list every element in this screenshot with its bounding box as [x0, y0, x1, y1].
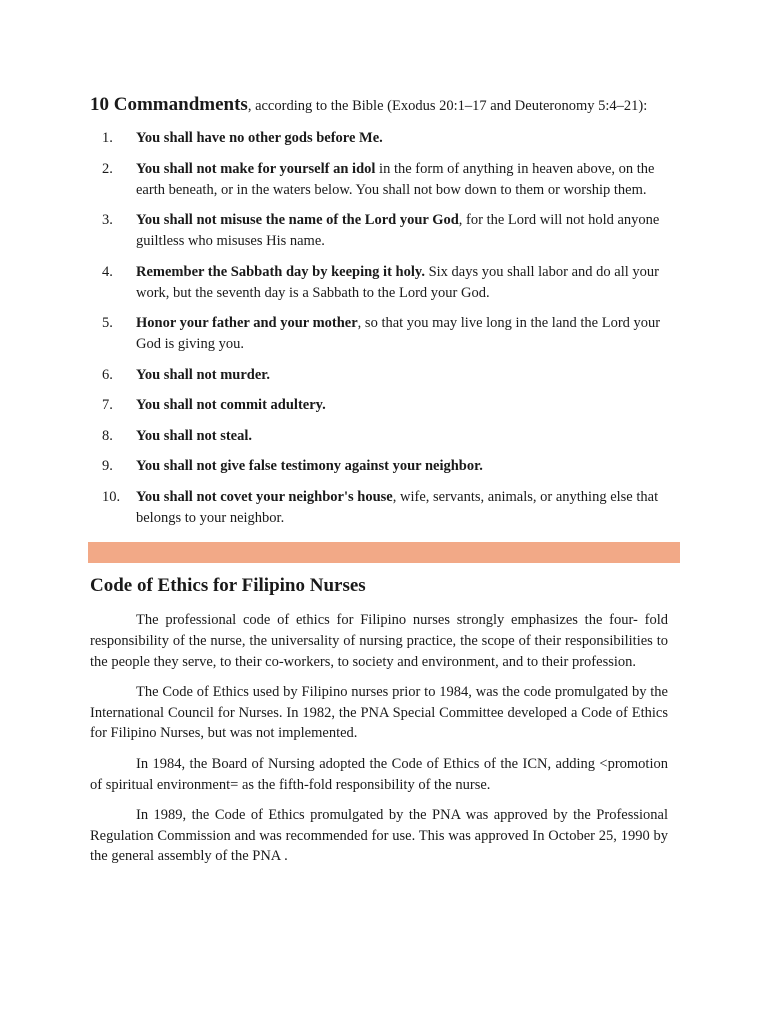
list-item: [90, 313, 680, 355]
commandments-list: [90, 128, 680, 538]
list-item-text: Six days you shall labor and do all your work, but the seventh day is a Sabbath to the Lord your God.: [136, 263, 659, 301]
list-item-number: 9.: [102, 458, 113, 474]
list-item-text: , for the Lord will not hold anyone guiltless who misuses His name.: [136, 212, 660, 249]
paragraph: In 1984, the Board of Nursing adopted the Code of Ethics of the ICN, adding <promotion of spiritual environment= as the fifth-fold responsibility of the nurse.: [90, 755, 668, 793]
ethics-body: [90, 610, 668, 877]
list-item-bold: You shall not give false testimony against your neighbor.: [136, 458, 483, 474]
paragraph: In 1989, the Code of Ethics promulgated by the PNA was approved by the Professional Regulation Commission and was recommended for use. This was approved In October 25, 1990 by the general assembly of the PNA .: [90, 806, 668, 865]
list-item-number: 10.: [102, 488, 121, 505]
list-item-number: 1.: [102, 130, 113, 146]
list-item-bold: You shall not commit adultery.: [136, 397, 326, 413]
list-item: [90, 426, 680, 447]
list-item: [90, 262, 680, 304]
list-item-bold: You shall not murder.: [136, 366, 271, 383]
commandments-heading: [90, 94, 690, 117]
list-item-number: 2.: [102, 160, 113, 177]
list-item: [90, 159, 680, 201]
paragraph: The professional code of ethics for Filipino nurses strongly emphasizes the four- fold responsibility of the nurse, the universality of nursing practice, the scope of their responsibilities to the people they serve, to their co-workers, to society and environment, and to their profession.: [90, 612, 668, 670]
list-item-bold: You shall not steal.: [136, 427, 253, 444]
list-item-bold: Remember the Sabbath day by keeping it holy.: [136, 263, 425, 280]
commandments-intro: , according to the Bible (Exodus 20:1–17 and Deuteronomy 5:4–21):: [247, 98, 648, 114]
list-item: [90, 365, 680, 386]
list-item-number: 8.: [102, 427, 113, 444]
list-item: [90, 128, 680, 149]
list-item: [90, 210, 680, 252]
ethics-heading: Code of Ethics for Filipino Nurses: [90, 575, 366, 596]
list-item: [90, 395, 680, 416]
list-item-bold: You shall not covet your neighbor's house: [136, 488, 393, 505]
commandments-title: 10 Commandments: [90, 94, 248, 115]
list-item-bold: You shall not misuse the name of the Lord your God: [136, 212, 459, 228]
list-item-bold: You shall have no other gods before Me.: [136, 130, 383, 146]
list-item-text: , so that you may live long in the land the Lord your God is giving you.: [136, 315, 661, 352]
list-item-number: 3.: [102, 212, 113, 228]
list-item-number: 6.: [102, 366, 113, 383]
list-item-bold: Honor your father and your mother: [136, 315, 358, 331]
section-divider: [88, 542, 680, 563]
list-item-text: , wife, servants, animals, or anything else that belongs to your neighbor.: [136, 488, 659, 526]
list-item: [90, 487, 680, 529]
list-item-text: in the form of anything in heaven above, on the earth beneath, or in the waters below. You shall not bow down to them or worship them.: [136, 160, 655, 198]
list-item-number: 7.: [102, 397, 113, 413]
list-item-number: 4.: [102, 263, 113, 280]
paragraph: The Code of Ethics used by Filipino nurses prior to 1984, was the code promulgated by the International Council for Nurses. In 1982, the PNA Special Committee developed a Code of Ethics for Filipino Nurses, but was not implemented.: [90, 683, 668, 742]
list-item-number: 5.: [102, 315, 113, 331]
list-item-bold: You shall not make for yourself an idol: [136, 160, 376, 177]
list-item: [90, 456, 680, 477]
